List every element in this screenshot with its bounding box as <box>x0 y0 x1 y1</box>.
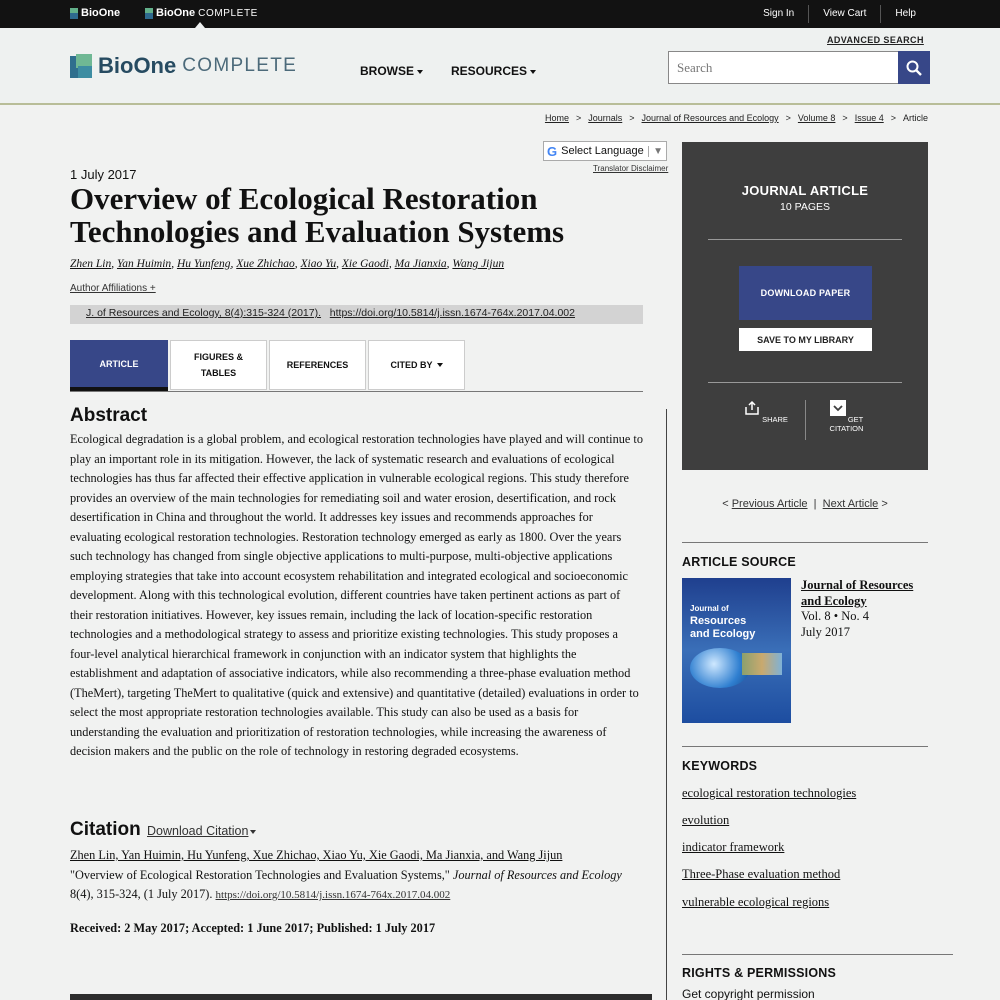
site-header <box>0 28 1000 105</box>
dropdown-arrow-icon: ▼ <box>648 146 663 157</box>
resources-menu[interactable] <box>451 64 536 78</box>
source-journal-link[interactable]: Journal of Resources and Ecology <box>801 578 914 608</box>
bioone-complete-logo-bold: BioOne <box>156 7 196 19</box>
source-date: July 2017 <box>801 624 850 639</box>
browse-label: BROWSE <box>360 64 414 78</box>
source-details <box>801 578 931 640</box>
cover-title-line: Resources <box>690 615 747 627</box>
author-link[interactable]: Xiao Yu <box>300 258 337 270</box>
tab-figures-tables[interactable]: FIGURES & TABLES <box>170 340 267 390</box>
publication-date: 1 July 2017 <box>70 167 137 182</box>
author-link[interactable]: Hu Yunfeng <box>176 258 231 270</box>
browse-menu[interactable] <box>360 64 423 78</box>
breadcrumb-issue[interactable]: Issue 4 <box>854 113 884 123</box>
journal-cover-image[interactable] <box>682 578 791 723</box>
breadcrumb-current: Article <box>902 113 928 123</box>
bioone-complete-logo-small[interactable] <box>145 7 258 19</box>
bioone-complete-logo-light: COMPLETE <box>198 7 258 19</box>
author-link[interactable]: Ma Jianxia <box>394 258 447 270</box>
abstract-heading: Abstract <box>70 405 148 426</box>
breadcrumb <box>545 113 928 123</box>
section-divider <box>682 542 928 543</box>
breadcrumb-separator: > <box>575 113 582 123</box>
download-citation-menu[interactable] <box>147 824 256 838</box>
journal-citation-link[interactable]: J. of Resources and Ecology, 8(4):315-324 (2017). <box>86 307 322 319</box>
breadcrumb-volume[interactable]: Volume 8 <box>797 113 836 123</box>
bioone-logo-icon <box>70 54 92 78</box>
share-label: SHARE <box>762 415 788 424</box>
cover-title-line: Journal of <box>690 604 729 613</box>
keyword-link[interactable]: ecological restoration technologies <box>682 786 857 800</box>
section-divider <box>682 746 928 747</box>
article-tabs <box>70 340 643 392</box>
logo-light-text: COMPLETE <box>182 55 298 76</box>
article-action-panel <box>682 142 928 470</box>
citation-bar <box>70 305 643 324</box>
bottom-bar <box>70 994 652 1000</box>
keywords-heading: KEYWORDS <box>682 759 758 773</box>
tab-references[interactable]: REFERENCES <box>269 340 366 390</box>
citation-journal: Journal of Resources and Ecology <box>452 867 622 882</box>
next-article-link[interactable]: Next Article <box>822 498 879 510</box>
panel-divider <box>708 382 902 383</box>
search-icon <box>906 60 922 76</box>
keyword-link[interactable]: vulnerable ecological regions <box>682 895 830 909</box>
get-citation-button[interactable] <box>819 400 874 433</box>
share-icon <box>744 400 760 416</box>
breadcrumb-home[interactable]: Home <box>544 113 569 123</box>
breadcrumb-separator: > <box>842 113 848 123</box>
cover-globe-graphic <box>690 648 750 688</box>
author-affiliations-toggle[interactable]: Author Affiliations + <box>70 283 156 294</box>
citation-chevron-icon <box>830 400 846 416</box>
author-link[interactable]: Yan Huimin <box>116 258 172 270</box>
breadcrumb-separator: > <box>890 113 896 123</box>
previous-article-link[interactable]: Previous Article <box>731 498 808 510</box>
breadcrumb-separator: > <box>785 113 791 123</box>
chevron-down-icon <box>437 363 443 367</box>
citation-text <box>70 846 630 906</box>
citation-details: 8(4), 315-324, (1 July 2017). <box>70 887 213 901</box>
resources-label: RESOURCES <box>451 64 528 78</box>
advanced-search-link[interactable]: ADVANCED SEARCH <box>827 35 924 45</box>
author-link[interactable]: Zhen Lin <box>70 258 112 270</box>
keyword-link[interactable]: evolution <box>682 813 730 827</box>
abstract-text: Ecological degradation is a global problem, and ecological restoration technologies have played and will continue to play an important role in its mitigation. However, the lack of systematic research and evaluations of ecological technologies has thus far affected their effective application in vulnerable ecological regions. This study therefore provides an overview of the main technologies for remediating soil and water erosion, desertification, and rock desertification in China and throughout the world. It addresses key issues and recommends approaches for evaluating ecological restoration technologies. Restoration technology emerged as early as 1800. Over the years such technology has changed from single objective applications to multi-purpose, multi-objective applications employing strategies that take into account ecosystem rehabilitation and integrated ecological and socioeconomic development. Along with this technological evolution, different countries have taken pertinent actions as part of their restoration initiatives. However, key issues remain, including the lack of location-specific restoration technologies and a methodological strategy to assess and prioritize existing technologies. This study proposes a four-level analytical hierarchical framework in conjunction with an indicator system that highlights the establishment and adaptation of associative indicators, while also recommending a three-phase evaluation method (TheMert), targeting TheMert to qualitative (quick and extensive) and quantitative (detailed) evaluations in order to select the most appropriate restoration technologies available. This study can also be used as a basis for understanding the evaluation and prioritization of restoration technologies, while increasing the awareness of decision makers and the public on the role of technology in restoring degraded ecosystems. <box>70 432 643 758</box>
download-paper-button[interactable]: DOWNLOAD PAPER <box>739 266 872 320</box>
article-title: Overview of Ecological Restoration Technologies and Evaluation Systems <box>70 181 565 249</box>
article-type: JOURNAL ARTICLE <box>741 183 869 198</box>
search-button[interactable] <box>898 51 930 84</box>
citation-doi-link[interactable]: https://doi.org/10.5814/j.issn.1674-764x.2017.04.002 <box>215 889 451 901</box>
share-button[interactable] <box>744 400 788 424</box>
citation-title: "Overview of Ecological Restoration Technologies and Evaluation Systems," <box>70 867 450 882</box>
sign-in-link[interactable]: Sign In <box>763 8 795 19</box>
keyword-link[interactable]: indicator framework <box>682 840 785 854</box>
section-divider <box>682 954 953 955</box>
tab-cited-by[interactable] <box>368 340 465 390</box>
author-list: Zhen Lin, Yan Huimin, Hu Yunfeng, Xue Zhichao, Xiao Yu, Xie Gaodi, Ma Jianxia, Wang Jijun <box>70 258 505 270</box>
author-link[interactable]: Xue Zhichao <box>236 258 295 270</box>
view-cart-link[interactable]: View Cart <box>808 5 880 23</box>
citation-heading: Citation <box>70 819 141 840</box>
search-input[interactable]: Search <box>668 51 899 84</box>
column-divider <box>666 409 667 1000</box>
save-to-library-button[interactable]: SAVE TO MY LIBRARY <box>739 328 872 351</box>
page-count: 10 PAGES <box>780 201 830 213</box>
top-bar <box>0 0 1000 28</box>
bioone-logo-small[interactable] <box>70 7 120 19</box>
get-citation-label: GET CITATION <box>829 415 864 433</box>
rights-heading: RIGHTS & PERMISSIONS <box>682 966 837 980</box>
publication-history: Received: 2 May 2017; Accepted: 1 June 2017; Published: 1 July 2017 <box>70 921 436 935</box>
language-select-label: Select Language <box>561 145 644 157</box>
panel-divider <box>708 239 902 240</box>
bioone-mark-icon <box>70 8 78 19</box>
panel-icon-divider <box>805 400 806 440</box>
doi-link[interactable]: https://doi.org/10.5814/j.issn.1674-764x.2017.04.002 <box>329 307 575 319</box>
cover-photo-graphic <box>742 653 782 675</box>
pagination-separator: | <box>813 498 817 510</box>
google-icon: G <box>547 143 558 159</box>
citation-authors[interactable]: Zhen Lin, Yan Huimin, Hu Yunfeng, Xue Zhichao, Xiao Yu, Xie Gaodi, Ma Jianxia, and Wang Jijun <box>70 848 563 862</box>
article-source-heading: ARTICLE SOURCE <box>682 555 796 569</box>
tab-article[interactable]: ARTICLE <box>70 340 168 391</box>
chevron-down-icon <box>417 70 423 74</box>
breadcrumb-separator: > <box>629 113 635 123</box>
bioone-mark-icon <box>145 8 153 19</box>
bioone-complete-logo[interactable] <box>70 53 297 79</box>
chevron-down-icon <box>250 830 256 834</box>
author-link[interactable]: Wang Jijun <box>452 258 505 270</box>
help-link[interactable]: Help <box>880 5 930 23</box>
logo-bold-text: BioOne <box>98 53 177 78</box>
download-citation-label: Download Citation <box>147 824 249 838</box>
tab-cited-by-label: CITED BY <box>390 360 433 370</box>
article-pagination: < Previous Article | Next Article > <box>722 498 888 510</box>
bioone-logo-text: BioOne <box>81 7 121 19</box>
cover-title-line: and Ecology <box>690 628 756 640</box>
language-select[interactable] <box>543 141 667 161</box>
breadcrumb-journal[interactable]: Journal of Resources and Ecology <box>641 113 779 123</box>
chevron-down-icon <box>530 70 536 74</box>
account-links <box>749 0 930 28</box>
breadcrumb-journals[interactable]: Journals <box>588 113 623 123</box>
copyright-permission-link[interactable]: Get copyright permission <box>682 987 815 1000</box>
cover-title <box>690 602 755 641</box>
source-volume: Vol. 8 • No. 4 <box>801 609 870 623</box>
keyword-link[interactable]: Three-Phase evaluation method <box>682 867 841 881</box>
author-link[interactable]: Xie Gaodi <box>341 258 389 270</box>
translator-disclaimer-link[interactable]: Translator Disclaimer <box>593 164 669 173</box>
